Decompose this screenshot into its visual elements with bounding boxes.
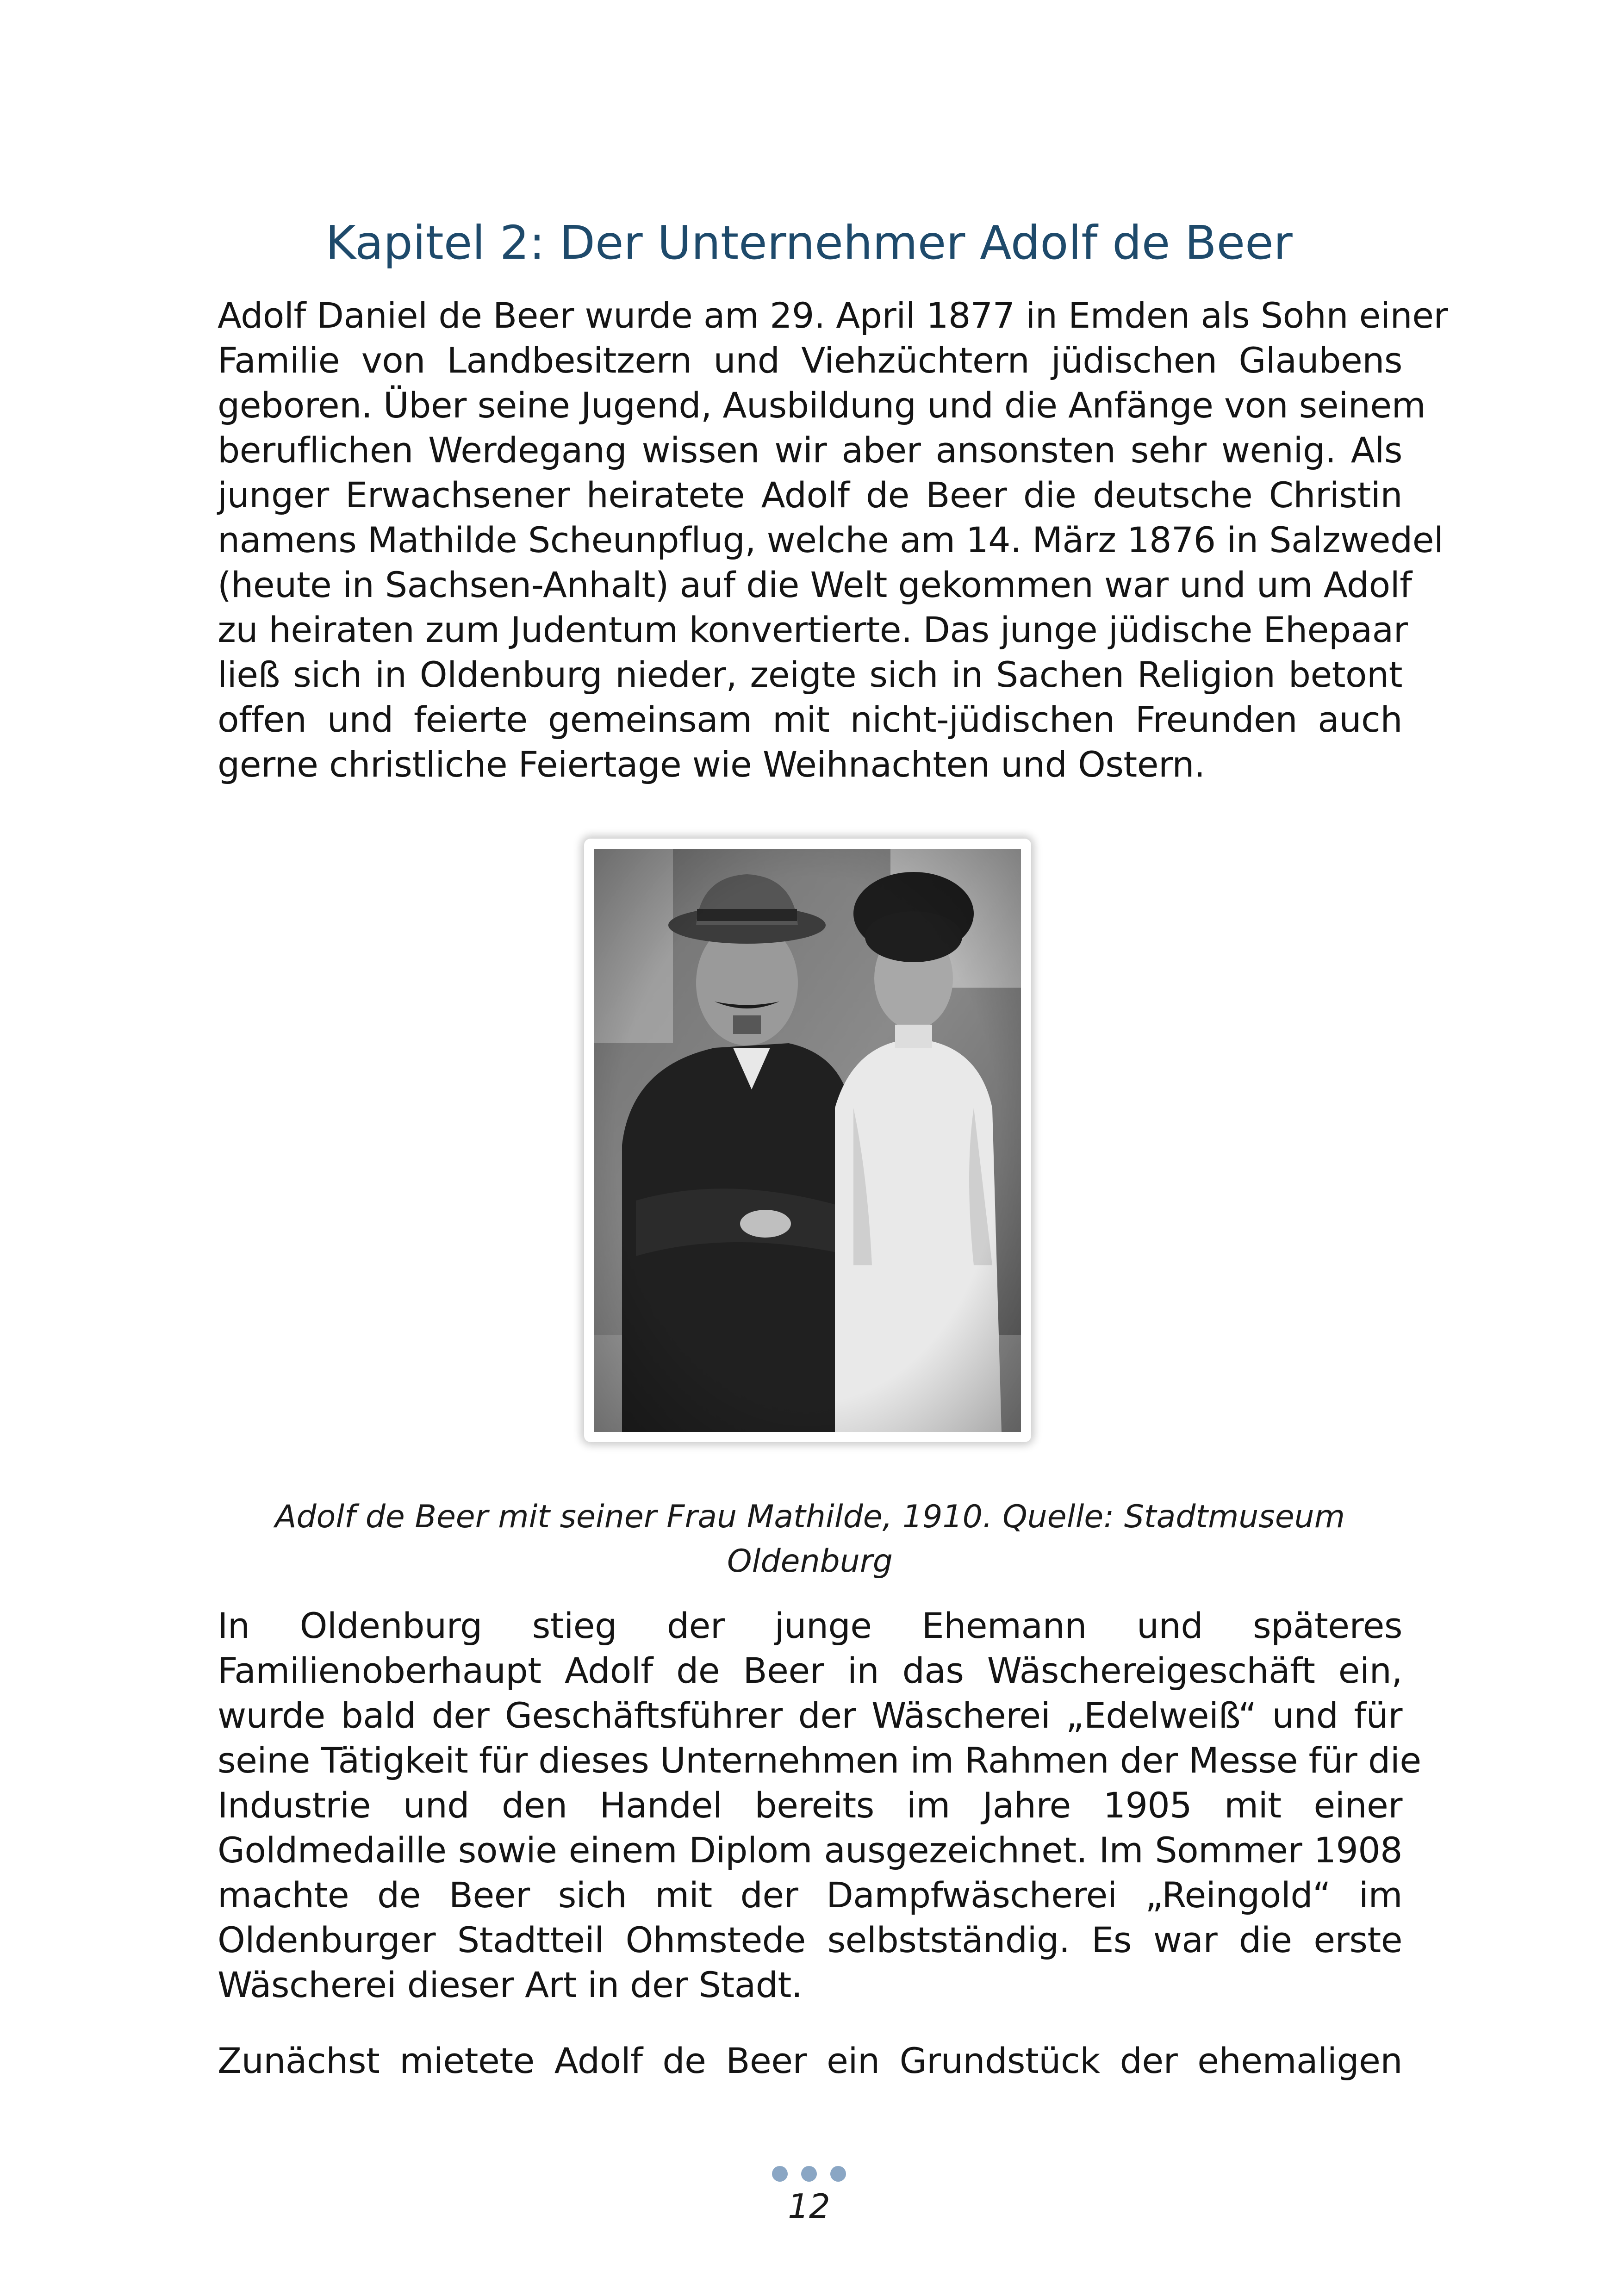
photo-caption (218, 1495, 1402, 1584)
historic-photo (584, 839, 1031, 1442)
text-line: wurde bald der Geschäftsführer der Wäscherei „Edelweiß“ und für (218, 1695, 1402, 1736)
dot-icon (830, 2166, 846, 2182)
text-line: machte de Beer sich mit der Dampfwäscherei „Reingold“ im (218, 1874, 1402, 1916)
chapter-title: Kapitel 2: Der Unternehmer Adolf de Beer (325, 216, 1293, 270)
caption-line: Adolf de Beer mit seiner Frau Mathilde, 1910. Quelle: Stadtmuseum (274, 1499, 1345, 1535)
text-line: Familienoberhaupt Adolf de Beer in das Wäschereigeschäft ein, (218, 1650, 1402, 1691)
text-line: ließ sich in Oldenburg nieder, zeigte sich in Sachen Religion betont (218, 654, 1402, 695)
text-line: Familie von Landbesitzern und Viehzüchtern jüdischen Glaubens (218, 340, 1402, 381)
text-line: gerne christliche Feiertage wie Weihnachten und Ostern. (218, 744, 1205, 785)
text-line: offen und feierte gemeinsam mit nicht-jüdischen Freunden auch (218, 699, 1402, 740)
caption-line: Oldenburg (727, 1543, 893, 1580)
text-line: (heute in Sachsen-Anhalt) auf die Welt gekommen war und um Adolf (218, 564, 1412, 605)
text-line: Industrie und den Handel bereits im Jahre 1905 mit einer (218, 1785, 1402, 1826)
text-line: namens Mathilde Scheunpflug, welche am 14. März 1876 in Salzwedel (218, 519, 1444, 560)
text-line: zu heiraten zum Judentum konvertierte. Das junge jüdische Ehepaar (218, 609, 1408, 650)
dot-icon (801, 2166, 817, 2182)
text-line: junger Erwachsener heiratete Adolf de Beer die deutsche Christin (218, 474, 1402, 516)
text-line: Oldenburger Stadtteil Ohmstede selbstständig. Es war die erste (218, 1919, 1402, 1960)
paragraph-continued (218, 2038, 1402, 2083)
text-line: Adolf Daniel de Beer wurde am 29. April 1877 in Emden als Sohn einer (218, 295, 1448, 336)
paragraph-intro (218, 293, 1448, 787)
text-line: Wäscherei dieser Art in der Stadt. (218, 1964, 803, 2005)
paragraph-laundry-business (218, 1603, 1421, 2007)
text-line: seine Tätigkeit für dieses Unternehmen im Rahmen der Messe für die (218, 1740, 1421, 1781)
text-line: In Oldenburg stieg der junge Ehemann und späteres (218, 1605, 1402, 1646)
page-number: 12 (788, 2187, 830, 2226)
text-line: beruflichen Werdegang wissen wir aber ansonsten sehr wenig. Als (218, 429, 1402, 471)
couple-photo-image (594, 849, 1021, 1432)
text-line: geboren. Über seine Jugend, Ausbildung und die Anfänge von seinem (218, 385, 1426, 426)
text-line: Goldmedaille sowie einem Diplom ausgezeichnet. Im Sommer 1908 (218, 1829, 1402, 1871)
footer-dots-ornament (772, 2166, 846, 2184)
dot-icon (772, 2166, 788, 2182)
text-line: Zunächst mietete Adolf de Beer ein Grundstück der ehemaligen (218, 2040, 1402, 2081)
